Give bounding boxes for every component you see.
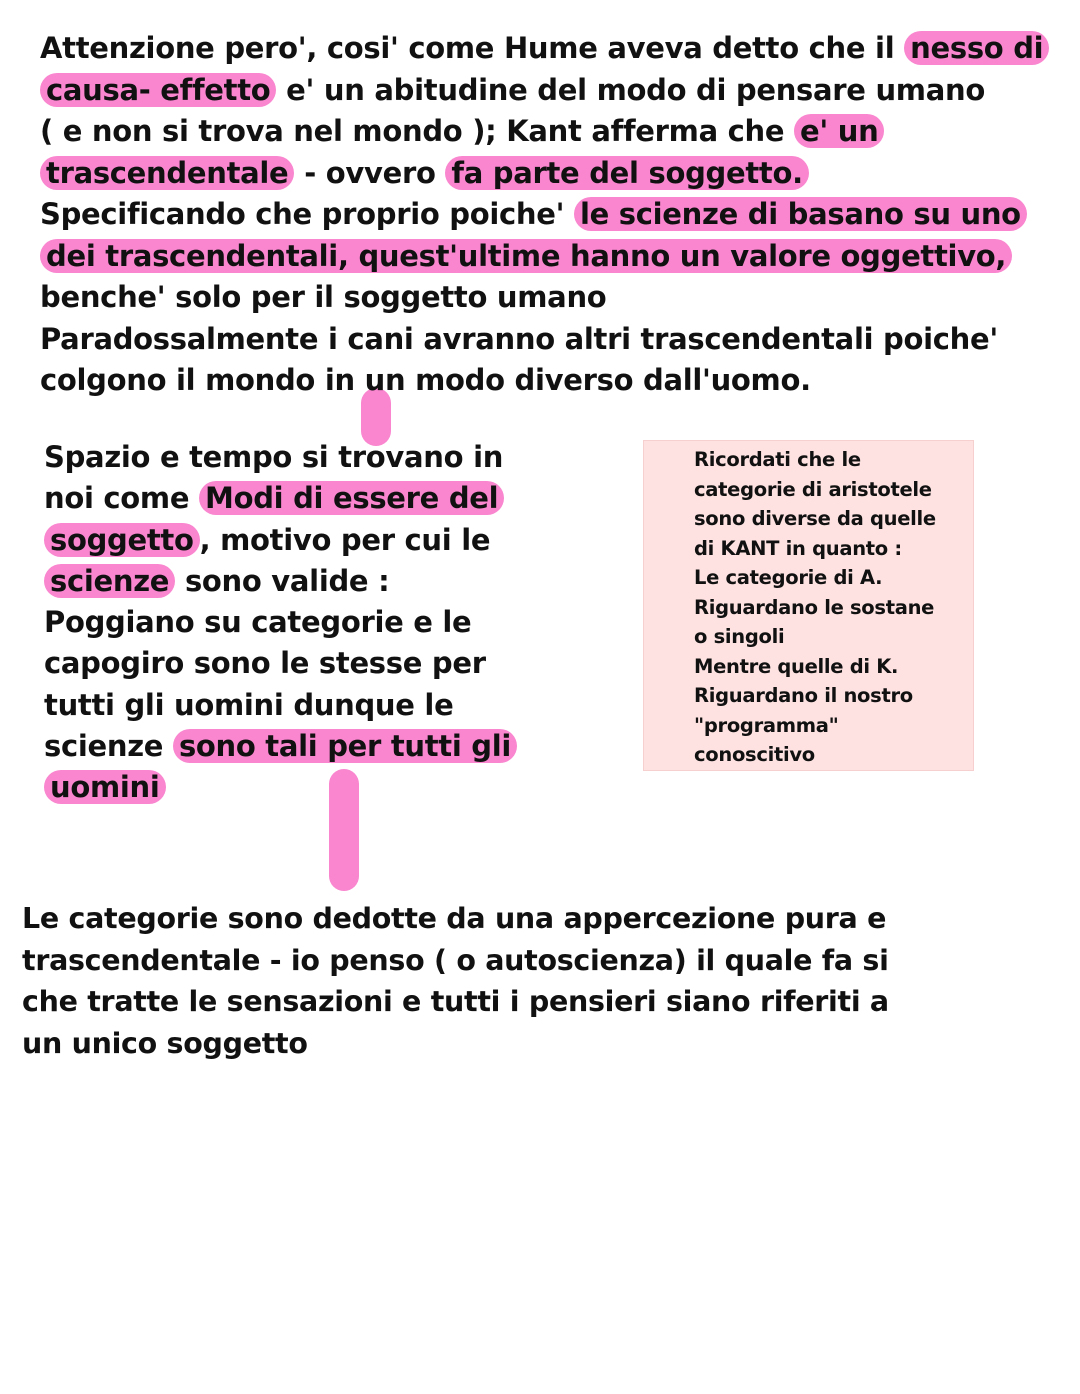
- space-time-paragraph: [44, 437, 517, 809]
- text-line: [44, 520, 517, 561]
- text-line: [40, 319, 1049, 361]
- text-segment: o singoli: [694, 625, 785, 648]
- text-line: [694, 534, 936, 564]
- text-segment: benche' solo per il soggetto umano: [40, 280, 607, 314]
- text-segment: di KANT in quanto :: [694, 536, 902, 560]
- text-segment: Specificando che proprio poiche': [40, 197, 574, 231]
- text-segment: Riguardano il nostro: [694, 684, 913, 707]
- text-line: [694, 563, 936, 593]
- text-line: [22, 981, 889, 1023]
- text-line: [40, 111, 1049, 153]
- text-segment: scienze: [44, 729, 173, 764]
- text-line: [694, 504, 936, 534]
- text-segment: "programma": [694, 713, 839, 737]
- text-segment: Le categorie di A.: [694, 566, 883, 589]
- text-line: [694, 445, 936, 475]
- text-segment: Attenzione pero', cosi' come Hume aveva detto che il: [40, 31, 905, 65]
- text-line: [44, 602, 517, 643]
- text-line: [694, 593, 936, 623]
- highlighted-text: causa- effetto: [40, 73, 276, 107]
- text-segment: Paradossalmente i cani avranno altri trascendentali poiche': [40, 321, 998, 356]
- text-segment: ( e non si trova nel mondo ); Kant afferma che: [40, 114, 795, 148]
- text-line: [22, 940, 889, 982]
- text-line: [22, 898, 889, 940]
- text-segment: capogiro sono le stesse per: [44, 646, 486, 681]
- text-segment: Mentre quelle di K.: [694, 654, 899, 678]
- text-segment: sono valide :: [175, 563, 390, 598]
- text-line: [694, 740, 936, 770]
- text-line: [694, 622, 936, 652]
- text-segment: categorie di aristotele: [694, 477, 932, 501]
- highlighted-text: soggetto: [44, 523, 200, 557]
- text-line: [44, 767, 517, 808]
- text-segment: e' un abitudine del modo di pensare umano: [276, 72, 985, 107]
- closing-paragraph: [22, 898, 889, 1064]
- highlighted-text: nesso di: [904, 31, 1049, 65]
- text-line: [44, 685, 517, 726]
- text-line: [22, 1023, 889, 1065]
- note-box: [643, 440, 974, 771]
- text-line: [694, 475, 936, 505]
- text-line: [44, 478, 517, 519]
- text-line: [44, 561, 517, 602]
- highlighted-text: le scienze di basano su uno: [574, 197, 1027, 231]
- note-text: [694, 445, 936, 770]
- text-line: [694, 681, 936, 711]
- text-segment: Le categorie sono dedotte da una appercezione pura e: [22, 902, 887, 935]
- text-line: [40, 28, 1049, 70]
- highlighted-text: fa parte del soggetto.: [445, 156, 808, 190]
- text-segment: un unico soggetto: [22, 1026, 308, 1060]
- text-segment: trascendentale - io penso ( o autoscienza) il quale fa si: [22, 943, 889, 977]
- text-segment: - ovvero: [294, 155, 446, 190]
- text-segment: , motivo per cui le: [199, 522, 491, 557]
- text-line: [44, 437, 517, 478]
- text-segment: Riguardano le sostane: [694, 595, 935, 619]
- text-line: [40, 360, 1049, 402]
- text-segment: tutti gli uomini dunque le: [44, 687, 454, 722]
- text-segment: che tratte le sensazioni e tutti i pensieri siano riferiti a: [22, 985, 889, 1018]
- highlighted-text: sono tali per tutti gli: [173, 729, 517, 763]
- highlighted-text: e' un: [794, 114, 884, 148]
- highlighted-text: trascendentale: [40, 156, 294, 190]
- intro-paragraph: [40, 28, 1049, 402]
- highlighted-text: scienze: [44, 564, 175, 598]
- text-segment: conoscitivo: [694, 743, 815, 766]
- text-line: [40, 277, 1049, 319]
- text-line: [40, 153, 1049, 195]
- text-segment: sono diverse da quelle: [694, 507, 936, 530]
- highlighted-text: uomini: [44, 770, 166, 804]
- text-segment: Ricordati che le: [694, 448, 861, 471]
- text-line: [40, 194, 1049, 236]
- text-segment: colgono il mondo in un modo diverso dall'uomo.: [40, 363, 811, 397]
- highlighted-text: Modi di essere del: [199, 481, 504, 515]
- text-line: [44, 643, 517, 684]
- text-line: [44, 726, 517, 767]
- text-line: [694, 711, 936, 741]
- text-line: [40, 70, 1049, 112]
- text-line: [694, 652, 936, 682]
- highlighted-text: dei trascendentali, quest'ultime hanno un valore oggettivo,: [40, 239, 1012, 273]
- text-segment: noi come: [44, 481, 200, 516]
- text-segment: Spazio e tempo si trovano in: [44, 440, 504, 474]
- text-segment: Poggiano su categorie e le: [44, 605, 472, 640]
- text-line: [40, 236, 1049, 278]
